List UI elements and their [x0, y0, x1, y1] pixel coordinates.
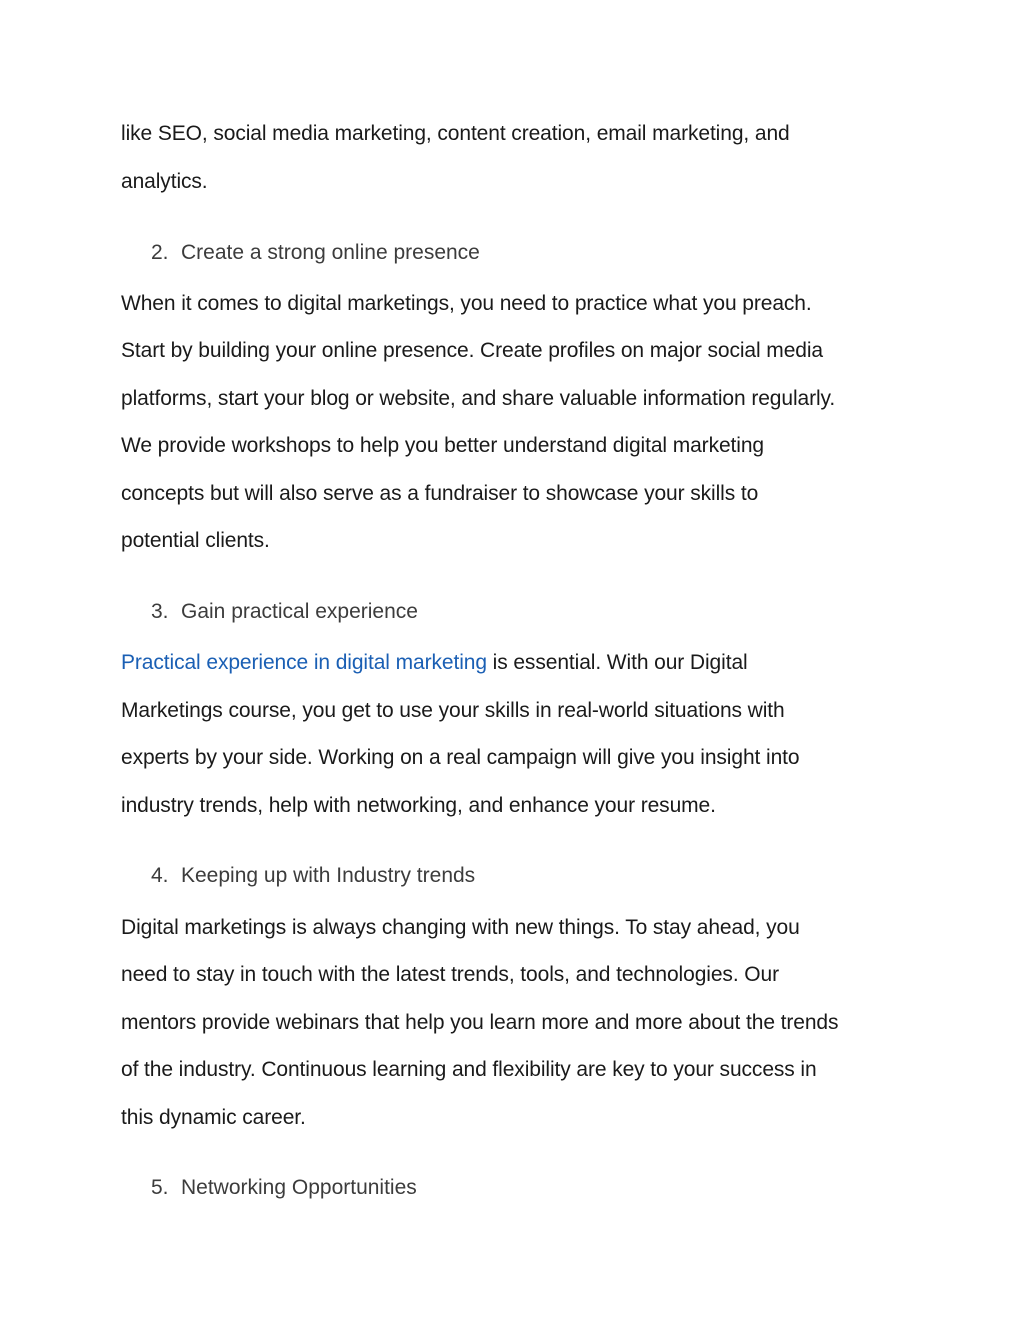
list-heading-4: [151, 862, 475, 890]
list-heading-3: [151, 598, 418, 626]
list-number: 4.: [151, 864, 169, 887]
list-heading-title: Networking Opportunities: [181, 1176, 417, 1199]
paragraph-line: Marketings course, you get to use your skills in real-world situations with: [121, 699, 785, 722]
paragraph-line: like SEO, social media marketing, content creation, email marketing, and: [121, 122, 790, 145]
paragraph-line: potential clients.: [121, 529, 270, 552]
paragraph-line: of the industry. Continuous learning and flexibility are key to your success in: [121, 1058, 817, 1081]
list-heading-2: [151, 239, 480, 267]
list-number: 2.: [151, 241, 169, 264]
list-heading-title: Keeping up with Industry trends: [181, 864, 476, 887]
list-heading-title: Gain practical experience: [181, 600, 418, 623]
paragraph-line: [121, 649, 748, 677]
list-number: 5.: [151, 1176, 169, 1199]
paragraph-line: concepts but will also serve as a fundraiser to showcase your skills to: [121, 482, 759, 505]
list-heading-title: Create a strong online presence: [181, 241, 480, 264]
paragraph-line: mentors provide webinars that help you learn more and more about the trends: [121, 1011, 839, 1034]
paragraph-line: analytics.: [121, 170, 208, 193]
list-number: 3.: [151, 600, 169, 623]
paragraph-text: is essential. With our Digital: [486, 651, 748, 674]
paragraph-line: We provide workshops to help you better understand digital marketing: [121, 434, 765, 457]
paragraph-line: Start by building your online presence. Create profiles on major social media: [121, 339, 824, 362]
list-heading-5: [151, 1174, 417, 1202]
paragraph-line: experts by your side. Working on a real campaign will give you insight into: [121, 746, 800, 769]
paragraph-line: Digital marketings is always changing with new things. To stay ahead, you: [121, 916, 800, 939]
paragraph-line: need to stay in touch with the latest trends, tools, and technologies. Our: [121, 963, 779, 986]
paragraph-line: this dynamic career.: [121, 1106, 306, 1129]
paragraph-line: industry trends, help with networking, and enhance your resume.: [121, 794, 716, 817]
paragraph-line: platforms, start your blog or website, and share valuable information regularly.: [121, 387, 836, 410]
practical-experience-link[interactable]: Practical experience in digital marketing: [121, 651, 487, 674]
paragraph-line: When it comes to digital marketings, you need to practice what you preach.: [121, 292, 812, 315]
